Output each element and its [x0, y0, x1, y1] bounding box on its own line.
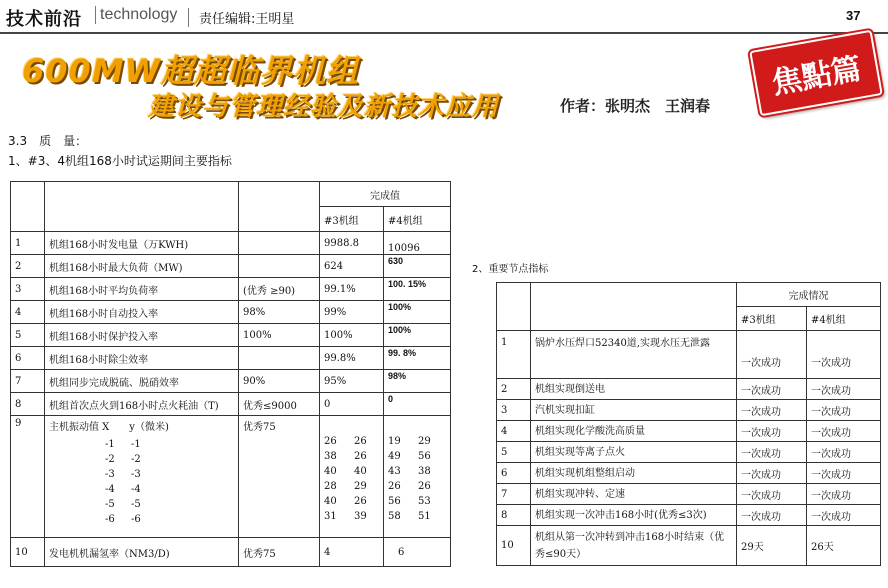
row-unit3	[320, 416, 384, 538]
table-row	[11, 301, 451, 324]
vibration-value: 40	[354, 466, 367, 477]
vibration-value: 26	[354, 451, 367, 462]
row-unit4	[384, 416, 451, 538]
row-no: 5	[497, 442, 531, 463]
table2-header-no	[497, 283, 531, 331]
table1-col-unit3: #3机组	[320, 207, 384, 232]
row-unit4: 98%	[384, 370, 451, 393]
row-unit4: 100%	[384, 301, 451, 324]
table1-header-group: 完成值	[320, 182, 451, 207]
row-unit3: 一次成功	[737, 463, 807, 484]
row-unit3: 100%	[320, 324, 384, 347]
row-no: 2	[497, 379, 531, 400]
vibration-value: 49	[388, 451, 401, 462]
row-no: 2	[11, 255, 45, 278]
focus-stamp: 焦點篇	[749, 30, 883, 117]
vibration-value: 56	[388, 496, 401, 507]
row-item: 机组168小时保护投入率	[45, 324, 239, 347]
row-item: 机组实现冲转、定速	[531, 484, 737, 505]
vibration-value: 40	[324, 466, 337, 477]
row-no: 4	[11, 301, 45, 324]
vibration-value: -3	[131, 469, 141, 480]
vibration-value: -3	[105, 469, 115, 480]
row-item	[45, 416, 239, 538]
vibration-value: 19	[388, 436, 401, 447]
vibration-unit4	[388, 436, 446, 522]
row-unit3: 一次成功	[737, 421, 807, 442]
table1-header-std	[239, 182, 320, 232]
vibration-value: 38	[324, 451, 337, 462]
page-header	[0, 0, 888, 34]
table-row	[11, 232, 451, 255]
row-std: 100%	[239, 324, 320, 347]
row-unit4: 0	[384, 393, 451, 416]
article-authors: 作者：张明杰 王润春	[560, 97, 711, 115]
table2-header-group: 完成情况	[737, 283, 881, 307]
vibration-value: 39	[354, 511, 367, 522]
row-no: 7	[11, 370, 45, 393]
table-row	[497, 442, 881, 463]
table-row	[497, 421, 881, 442]
row-item: 机组168小时平均负荷率	[45, 278, 239, 301]
brand-name: 技术前沿	[6, 9, 82, 30]
row-unit3: 9988.8	[320, 232, 384, 255]
row-item: 汽机实现扣缸	[531, 400, 737, 421]
vibration-value: 26	[354, 436, 367, 447]
vibration-value: 53	[418, 496, 431, 507]
table2-col-unit4: #4机组	[807, 307, 881, 331]
vibration-value: -6	[131, 514, 141, 525]
row-no: 8	[497, 505, 531, 526]
row-unit3: 4	[320, 538, 384, 567]
vibration-value: 26	[418, 481, 431, 492]
table-row	[497, 484, 881, 505]
row-item: 机组实现化学酸洗高质量	[531, 421, 737, 442]
row-item: 机组实现等离子点火	[531, 442, 737, 463]
row-unit3: 一次成功	[737, 379, 807, 400]
row-unit3: 99.1%	[320, 278, 384, 301]
vibration-value: 28	[324, 481, 337, 492]
row-unit4: 一次成功	[807, 421, 881, 442]
row-no: 10	[497, 526, 531, 566]
table2-body	[497, 331, 881, 566]
row-unit3: 一次成功	[737, 442, 807, 463]
row-unit4: 630	[384, 255, 451, 278]
row-no: 1	[11, 232, 45, 255]
vibration-value: 29	[354, 481, 367, 492]
table-row	[11, 370, 451, 393]
row-unit3: 一次成功	[737, 331, 807, 379]
table-row	[497, 526, 881, 566]
vibration-value: -6	[105, 514, 115, 525]
table-row	[11, 538, 451, 567]
row-unit3: 0	[320, 393, 384, 416]
row-no: 7	[497, 484, 531, 505]
row-unit4: 99. 8%	[384, 347, 451, 370]
table-row	[11, 278, 451, 301]
vibration-value: -2	[105, 454, 115, 465]
row-item: 机组实现机组整组启动	[531, 463, 737, 484]
table-row	[497, 379, 881, 400]
row-unit4: 26天	[807, 526, 881, 566]
row-std: 98%	[239, 301, 320, 324]
indicators-table	[10, 181, 451, 567]
table2-caption: 2、重要节点指标	[472, 264, 549, 275]
table1-caption: 1、#3、4机组168小时试运期间主要指标	[8, 154, 232, 168]
row-unit4: 一次成功	[807, 484, 881, 505]
row-std: 优秀≤9000	[239, 393, 320, 416]
table-row	[497, 505, 881, 526]
section-heading: 3.3 质 量：	[8, 134, 88, 148]
vibration-value: 56	[418, 451, 431, 462]
table-row	[497, 400, 881, 421]
row-no: 4	[497, 421, 531, 442]
brand-english: technology	[95, 6, 177, 24]
row-std	[239, 232, 320, 255]
table-row	[11, 416, 451, 538]
vibration-value: -1	[131, 439, 141, 450]
table1-header-item	[45, 182, 239, 232]
row-std: 优秀75	[239, 416, 320, 538]
row-no: 5	[11, 324, 45, 347]
vibration-value: 26	[388, 481, 401, 492]
editor-credit: 责任编辑:王明星	[188, 8, 294, 27]
row-item: 机组168小时除尘效率	[45, 347, 239, 370]
row-unit3: 一次成功	[737, 400, 807, 421]
row-no: 6	[11, 347, 45, 370]
row-unit4: 一次成功	[807, 442, 881, 463]
row-item: 机组同步完成脱硫、脱硝效率	[45, 370, 239, 393]
vibration-value: -5	[105, 499, 115, 510]
vibration-value: 43	[388, 466, 401, 477]
vibration-unit3	[324, 436, 379, 522]
row-std: 90%	[239, 370, 320, 393]
row-unit4: 100%	[384, 324, 451, 347]
table-row	[11, 347, 451, 370]
table2-col-unit3: #3机组	[737, 307, 807, 331]
row-unit4: 一次成功	[807, 379, 881, 400]
vibration-value: 40	[324, 496, 337, 507]
row-std	[239, 255, 320, 278]
row-unit4: 一次成功	[807, 505, 881, 526]
milestones-table	[496, 282, 881, 566]
vibration-value: 29	[418, 436, 431, 447]
row-unit4: 100. 15%	[384, 278, 451, 301]
row-std	[239, 347, 320, 370]
row-unit4: 一次成功	[807, 400, 881, 421]
row-unit3: 29天	[737, 526, 807, 566]
row-item: 机组实现倒送电	[531, 379, 737, 400]
row-item: 机组首次点火到168小时点火耗油（T)	[45, 393, 239, 416]
vibration-value: 38	[418, 466, 431, 477]
row-unit3: 一次成功	[737, 484, 807, 505]
table1-col-unit4: #4机组	[384, 207, 451, 232]
row-item: 机组168小时自动投入率	[45, 301, 239, 324]
vibration-label: 主机振动值 X y（微米)	[49, 422, 169, 433]
vibration-value: 51	[418, 511, 431, 522]
row-no: 3	[497, 400, 531, 421]
row-item: 机组168小时最大负荷（MW)	[45, 255, 239, 278]
row-unit3: 一次成功	[737, 505, 807, 526]
vibration-value: -5	[131, 499, 141, 510]
row-no: 10	[11, 538, 45, 567]
row-no: 8	[11, 393, 45, 416]
article-title-line1: 600MW超超临界机组	[22, 52, 359, 90]
vibration-value: -2	[131, 454, 141, 465]
vibration-value: 31	[324, 511, 337, 522]
row-unit3: 624	[320, 255, 384, 278]
row-unit4: 6	[384, 538, 451, 567]
vibration-value: -1	[105, 439, 115, 450]
row-std: 优秀75	[239, 538, 320, 567]
vibration-value: -4	[105, 484, 115, 495]
row-item: 机组168小时发电量（万KWH)	[45, 232, 239, 255]
vibration-value: 26	[324, 436, 337, 447]
row-no: 3	[11, 278, 45, 301]
vibration-value: 58	[388, 511, 401, 522]
row-unit3: 99.8%	[320, 347, 384, 370]
table-row	[497, 463, 881, 484]
row-unit4: 一次成功	[807, 331, 881, 379]
table1-header-no	[11, 182, 45, 232]
row-unit3: 95%	[320, 370, 384, 393]
article-title-line2: 建设与管理经验及新技术应用	[148, 92, 500, 122]
table-row	[497, 331, 881, 379]
table2-header-item	[531, 283, 737, 331]
table-row	[11, 255, 451, 278]
row-item: 机组实现一次冲击168小时(优秀≤3次)	[531, 505, 737, 526]
row-item: 机组从第一次冲转到冲击168小时结束（优秀≤90天）	[531, 526, 737, 566]
row-no: 9	[11, 416, 45, 538]
row-item: 发电机机漏氢率（NM3/D)	[45, 538, 239, 567]
table-row	[11, 324, 451, 347]
table1-body	[11, 232, 451, 416]
table-row	[11, 393, 451, 416]
page-number: 37	[846, 8, 861, 23]
row-unit4: 10096	[384, 232, 451, 255]
vibration-value: -4	[131, 484, 141, 495]
vibration-axes	[105, 439, 234, 525]
header-divider	[0, 32, 888, 34]
row-item: 锅炉水压焊口52340道,实现水压无泄露	[531, 331, 737, 379]
row-no: 1	[497, 331, 531, 379]
row-no: 6	[497, 463, 531, 484]
vibration-value: 26	[354, 496, 367, 507]
row-std: (优秀 ≥90)	[239, 278, 320, 301]
row-unit4: 一次成功	[807, 463, 881, 484]
row-unit3: 99%	[320, 301, 384, 324]
